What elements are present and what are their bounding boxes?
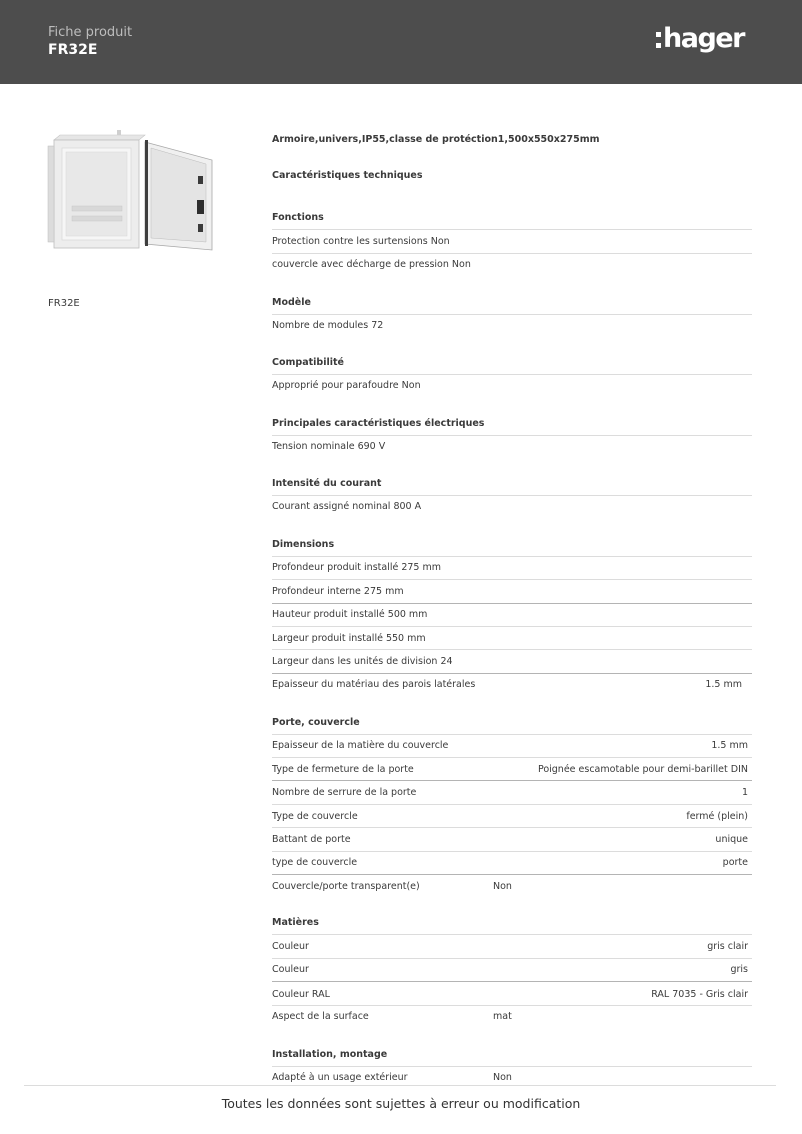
rule bbox=[272, 1066, 752, 1067]
section-heading-matieres: Matières bbox=[272, 917, 319, 928]
spec-value: gris bbox=[730, 964, 748, 975]
rule bbox=[272, 757, 752, 758]
side-product-code: FR32E bbox=[48, 298, 80, 309]
spec-value: mat bbox=[493, 1011, 512, 1022]
spec-value: unique bbox=[715, 834, 748, 845]
footer-disclaimer: Toutes les données sont sujettes à erreur ou modification bbox=[221, 1096, 581, 1111]
rule bbox=[272, 556, 752, 557]
rule bbox=[272, 314, 752, 315]
rule bbox=[272, 673, 752, 674]
rule bbox=[272, 981, 752, 982]
spec-row: Nombre de modules 72 bbox=[272, 320, 384, 331]
page-header bbox=[0, 0, 802, 84]
spec-label: Aspect de la surface bbox=[272, 1011, 369, 1022]
rule bbox=[272, 374, 752, 375]
rule bbox=[272, 851, 752, 852]
rule bbox=[272, 435, 752, 436]
spec-value: Poignée escamotable pour demi-barillet DIN bbox=[537, 764, 748, 775]
spec-row: Hauteur produit installé 500 mm bbox=[272, 609, 428, 620]
rule bbox=[272, 734, 752, 735]
spec-label: Epaisseur du matériau des parois latérales bbox=[272, 679, 476, 690]
spec-value: Non bbox=[493, 881, 512, 892]
rule bbox=[272, 874, 752, 875]
section-heading-compatibilite: Compatibilité bbox=[272, 357, 344, 368]
rule bbox=[272, 579, 752, 580]
spec-row: Tension nominale 690 V bbox=[272, 441, 386, 452]
spec-label: Couleur bbox=[272, 964, 309, 975]
rule bbox=[272, 229, 752, 230]
spec-value: 1.5 mm bbox=[711, 740, 748, 751]
header-subtitle: Fiche produit bbox=[48, 25, 133, 40]
rule bbox=[272, 934, 752, 935]
spec-row: Courant assigné nominal 800 A bbox=[272, 501, 422, 512]
spec-value: 1 bbox=[741, 787, 748, 798]
rule bbox=[272, 827, 752, 828]
spec-row: Protection contre les surtensions Non bbox=[272, 236, 450, 247]
section-heading-courant: Intensité du courant bbox=[272, 478, 382, 489]
rule bbox=[272, 495, 752, 496]
cabinet-product-image bbox=[44, 126, 214, 256]
footer-rule bbox=[24, 1085, 776, 1086]
spec-row: Approprié pour parafoudre Non bbox=[272, 380, 421, 391]
section-heading-dimensions: Dimensions bbox=[272, 539, 335, 550]
spec-label: Adapté à un usage extérieur bbox=[272, 1072, 408, 1083]
section-heading-electrical: Principales caractéristiques électriques bbox=[272, 418, 485, 429]
spec-row: Profondeur produit installé 275 mm bbox=[272, 562, 442, 573]
section-heading-fonctions: Fonctions bbox=[272, 212, 324, 223]
tech-heading: Caractéristiques techniques bbox=[272, 170, 423, 181]
spec-label: Couleur RAL bbox=[272, 989, 330, 1000]
spec-label: Couvercle/porte transparent(e) bbox=[272, 881, 420, 892]
spec-value: fermé (plein) bbox=[686, 811, 748, 822]
spec-label: Couleur bbox=[272, 941, 309, 952]
spec-label: Type de fermeture de la porte bbox=[272, 764, 414, 775]
spec-value: Non bbox=[493, 1072, 512, 1083]
rule bbox=[272, 958, 752, 959]
logo-word: hager bbox=[663, 23, 744, 54]
spec-label: type de couvercle bbox=[272, 857, 358, 868]
spec-value: RAL 7035 - Gris clair bbox=[651, 989, 748, 1000]
spec-value: porte bbox=[722, 857, 748, 868]
spec-row: Profondeur interne 275 mm bbox=[272, 586, 404, 597]
spec-label: Nombre de serrure de la porte bbox=[272, 787, 417, 798]
spec-value: gris clair bbox=[707, 941, 748, 952]
spec-label: Type de couvercle bbox=[272, 811, 358, 822]
rule bbox=[272, 603, 752, 604]
rule bbox=[272, 804, 752, 805]
hager-logo bbox=[656, 23, 754, 56]
spec-row: Largeur produit installé 550 mm bbox=[272, 633, 426, 644]
logo-dots-icon bbox=[656, 32, 662, 54]
rule bbox=[272, 649, 752, 650]
spec-value: 1.5 mm bbox=[705, 679, 742, 690]
rule bbox=[272, 1005, 752, 1006]
section-heading-modele: Modèle bbox=[272, 297, 311, 308]
product-title: Armoire,univers,IP55,classe de protéction1,500x550x275mm bbox=[272, 134, 600, 145]
rule bbox=[272, 253, 752, 254]
section-heading-porte: Porte, couvercle bbox=[272, 717, 360, 728]
spec-row: Largeur dans les unités de division 24 bbox=[272, 656, 453, 667]
spec-row: couvercle avec décharge de pression Non bbox=[272, 259, 471, 270]
header-product-code: FR32E bbox=[48, 42, 98, 58]
section-heading-installation: Installation, montage bbox=[272, 1049, 388, 1060]
rule bbox=[272, 626, 752, 627]
spec-label: Epaisseur de la matière du couvercle bbox=[272, 740, 449, 751]
rule bbox=[272, 780, 752, 781]
spec-label: Battant de porte bbox=[272, 834, 351, 845]
